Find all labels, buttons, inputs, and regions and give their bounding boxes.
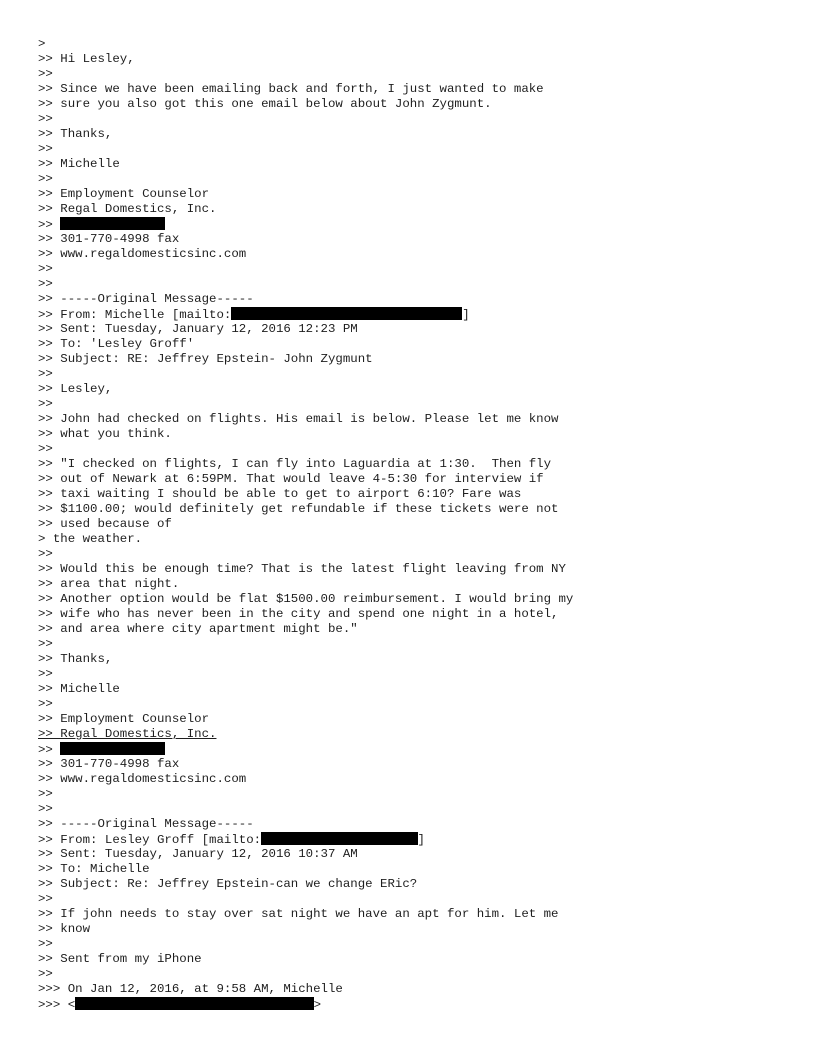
line-text: >> out of Newark at 6:59PM. That would leave 4-5:30 for interview if <box>38 472 544 486</box>
email-line <box>38 337 798 352</box>
line-text: >> If john needs to stay over sat night we have an apt for him. Let me <box>38 907 559 921</box>
line-text: >> To: 'Lesley Groff' <box>38 337 195 351</box>
line-text: >> -----Original Message----- <box>38 292 254 306</box>
email-line <box>38 277 798 292</box>
email-line <box>38 187 798 202</box>
email-line <box>38 757 798 772</box>
line-text: >> <box>38 112 53 126</box>
line-text: >> 301-770-4998 fax <box>38 232 180 246</box>
email-line <box>38 262 798 277</box>
line-text: >> sure you also got this one email below about John Zygmunt. <box>38 97 492 111</box>
redaction-block <box>75 997 313 1010</box>
email-line <box>38 667 798 682</box>
email-line <box>38 997 798 1012</box>
email-line <box>38 787 798 802</box>
email-line <box>38 772 798 787</box>
line-text-tail: ] <box>462 308 470 322</box>
email-line <box>38 157 798 172</box>
line-text: >> <box>38 892 53 906</box>
email-line <box>38 487 798 502</box>
line-text: >> <box>38 743 61 757</box>
line-text: >> <box>38 697 53 711</box>
email-line <box>38 577 798 592</box>
line-text: >> <box>38 442 53 456</box>
email-line <box>38 877 798 892</box>
line-text: >> Regal Domestics, Inc. <box>38 202 217 216</box>
email-line <box>38 652 798 667</box>
email-line <box>38 97 798 112</box>
email-line <box>38 112 798 127</box>
line-text: >> Would this be enough time? That is the latest flight leaving from NY <box>38 562 566 576</box>
line-text: >> 301-770-4998 fax <box>38 757 180 771</box>
email-line <box>38 682 798 697</box>
email-line <box>38 712 798 727</box>
email-line <box>38 67 798 82</box>
line-text: >> Employment Counselor <box>38 712 210 726</box>
line-text: >> John had checked on flights. His email is below. Please let me know <box>38 412 559 426</box>
email-line <box>38 442 798 457</box>
line-text: >> <box>38 142 53 156</box>
line-text: >> <box>38 67 53 81</box>
email-line <box>38 817 798 832</box>
email-line <box>38 862 798 877</box>
email-line <box>38 292 798 307</box>
line-text: >> $1100.00; would definitely get refundable if these tickets were not <box>38 502 559 516</box>
line-text: >>> < <box>38 998 76 1012</box>
line-text-tail: ] <box>417 833 425 847</box>
line-text: >> and area where city apartment might be." <box>38 622 358 636</box>
line-text: >> used because of <box>38 517 172 531</box>
email-line <box>38 742 798 757</box>
line-text: >> Michelle <box>38 682 120 696</box>
line-text: >> <box>38 277 53 291</box>
line-text: >> Another option would be flat $1500.00 reimbursement. I would bring my <box>38 592 574 606</box>
line-text-tail: > <box>313 998 322 1012</box>
redaction-block <box>231 307 462 320</box>
email-line <box>38 457 798 472</box>
email-line <box>38 217 798 232</box>
email-line <box>38 307 798 322</box>
email-line <box>38 352 798 367</box>
email-line <box>38 322 798 337</box>
line-text: > <box>38 37 46 51</box>
email-line <box>38 397 798 412</box>
email-line <box>38 982 798 997</box>
line-text: >> taxi waiting I should be able to get to airport 6:10? Fare was <box>38 487 522 501</box>
line-text: >> Lesley, <box>38 382 113 396</box>
line-text: >> <box>38 637 53 651</box>
line-text: >>> On Jan 12, 2016, at 9:58 AM, Michelle <box>38 982 343 996</box>
line-text: >> www.regaldomesticsinc.com <box>38 772 247 786</box>
line-text: >> From: Michelle [mailto: <box>38 308 232 322</box>
email-line <box>38 592 798 607</box>
email-line <box>38 637 798 652</box>
line-text: >> Thanks, <box>38 652 113 666</box>
line-text: >> <box>38 667 53 681</box>
email-line <box>38 517 798 532</box>
line-text: >> Subject: RE: Jeffrey Epstein- John Zygmunt <box>38 352 373 366</box>
line-text: >> <box>38 937 53 951</box>
line-text: >> www.regaldomesticsinc.com <box>38 247 247 261</box>
email-line <box>38 622 798 637</box>
line-text: > the weather. <box>38 532 143 546</box>
line-text: >> Thanks, <box>38 127 113 141</box>
email-line <box>38 847 798 862</box>
line-text: >> Hi Lesley, <box>38 52 135 66</box>
line-text: >> "I checked on flights, I can fly into Laguardia at 1:30. Then fly <box>38 457 552 471</box>
email-line <box>38 562 798 577</box>
line-text: >> Sent: Tuesday, January 12, 2016 12:23 PM <box>38 322 358 336</box>
email-line <box>38 82 798 97</box>
email-line <box>38 247 798 262</box>
email-line <box>38 967 798 982</box>
email-line <box>38 937 798 952</box>
line-text: >> From: Lesley Groff [mailto: <box>38 833 262 847</box>
line-text: >> Since we have been emailing back and forth, I just wanted to make <box>38 82 544 96</box>
line-text: >> <box>38 787 53 801</box>
email-line <box>38 382 798 397</box>
line-text: >> Subject: Re: Jeffrey Epstein-can we change ERic? <box>38 877 418 891</box>
email-line <box>38 922 798 937</box>
line-text: >> know <box>38 922 91 936</box>
email-line <box>38 607 798 622</box>
email-thread <box>38 37 798 1012</box>
line-text: >> Sent from my iPhone <box>38 952 202 966</box>
line-text: >> area that night. <box>38 577 180 591</box>
email-line <box>38 697 798 712</box>
email-line <box>38 532 798 547</box>
email-line <box>38 472 798 487</box>
line-text: >> wife who has never been in the city and spend one night in a hotel, <box>38 607 559 621</box>
email-line <box>38 952 798 967</box>
line-text: >> Michelle <box>38 157 120 171</box>
email-line <box>38 367 798 382</box>
line-text: >> Employment Counselor <box>38 187 210 201</box>
line-text: >> To: Michelle <box>38 862 150 876</box>
line-text: >> <box>38 262 53 276</box>
email-line <box>38 202 798 217</box>
redaction-block <box>60 742 164 755</box>
email-line <box>38 232 798 247</box>
email-line <box>38 172 798 187</box>
email-line <box>38 907 798 922</box>
line-text: >> <box>38 397 53 411</box>
line-text: >> <box>38 172 53 186</box>
line-text: >> <box>38 547 53 561</box>
email-line <box>38 832 798 847</box>
email-line <box>38 412 798 427</box>
line-text: >> Sent: Tuesday, January 12, 2016 10:37 AM <box>38 847 358 861</box>
email-line <box>38 502 798 517</box>
email-line <box>38 52 798 67</box>
line-text: >> <box>38 218 61 232</box>
email-line <box>38 37 798 52</box>
line-text: >> <box>38 967 53 981</box>
line-text: >> Regal Domestics, Inc. <box>38 727 217 741</box>
email-line <box>38 727 798 742</box>
line-text: >> <box>38 367 53 381</box>
redaction-block <box>261 832 417 845</box>
email-line <box>38 547 798 562</box>
redaction-block <box>60 217 164 230</box>
email-line <box>38 127 798 142</box>
line-text: >> -----Original Message----- <box>38 817 254 831</box>
email-line <box>38 427 798 442</box>
email-line <box>38 892 798 907</box>
email-line <box>38 142 798 157</box>
email-line <box>38 802 798 817</box>
line-text: >> <box>38 802 53 816</box>
line-text: >> what you think. <box>38 427 172 441</box>
